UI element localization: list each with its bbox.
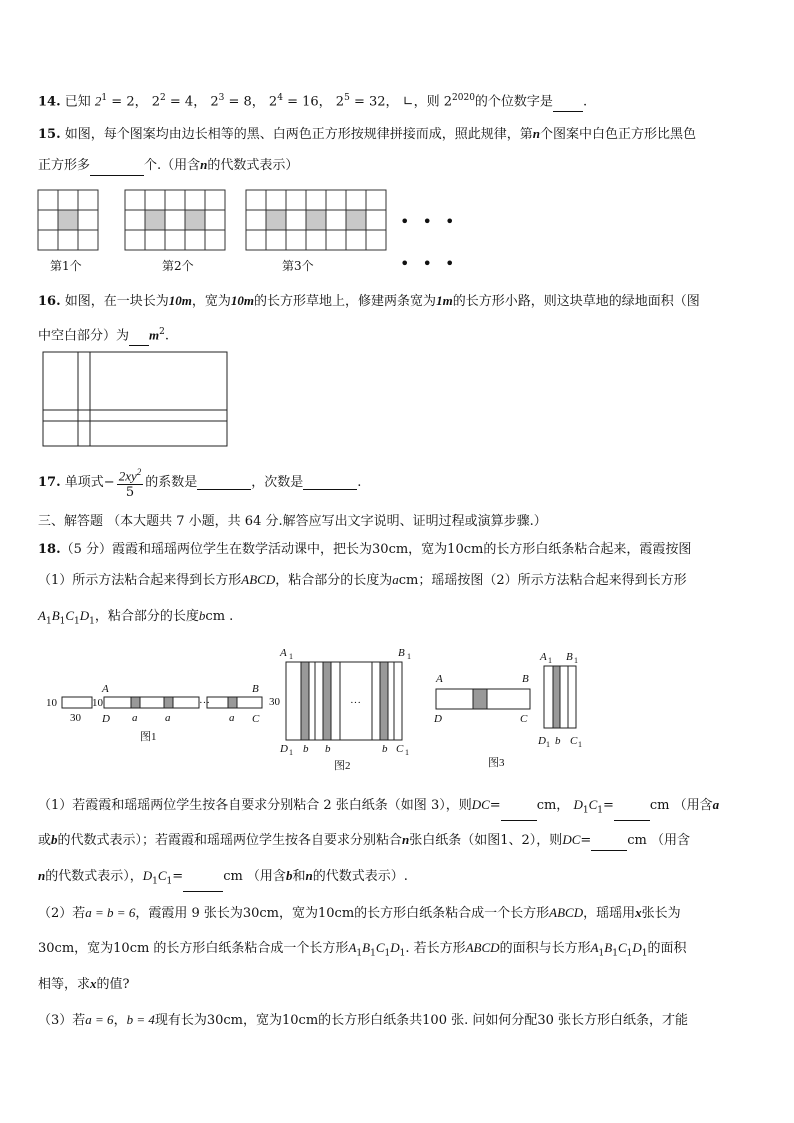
- fig2-label-dots: ···: [350, 697, 361, 709]
- fig2-label-D1: D: [280, 743, 288, 755]
- q17-numerator-exp: 2: [136, 466, 142, 477]
- q18-text-2a: （1）所示方法粘合起来得到长方形: [38, 573, 242, 588]
- q16-text-c: 的长方形草地上，修建两条宽为: [254, 294, 437, 309]
- q18-q3-text-a: （3）若: [38, 1013, 86, 1028]
- fig2-overlap-3: [380, 662, 388, 740]
- q18-p3-d1-sub: 1: [152, 876, 158, 887]
- q18-part2-line2: [38, 938, 687, 964]
- q18-q2-b1b: B: [604, 940, 613, 955]
- q14-term-1-exp: 1: [101, 93, 108, 103]
- q18-p3-var-n: n: [38, 868, 46, 883]
- q14-term-1-base: 2: [94, 93, 102, 109]
- q15-text-1: 如图，每个图案均由边长相等的黑、白两色正方形按规律拼接而成，照此规律，第: [64, 127, 533, 142]
- fig1-strip-chain-left: [104, 697, 199, 708]
- fig3-horizontal-overlap: [473, 689, 487, 709]
- q18-text-1: 霞霞和瑶瑶两位学生在数学活动课中，把长为30cm，宽为10cm的长方形白纸条粘合起来，霞霞按图: [112, 542, 692, 557]
- q18-p2-dc-blank[interactable]: [591, 836, 627, 851]
- q15-continuation-dots-1: • • •: [400, 212, 459, 231]
- q18-q2-c1b-sub: 1: [626, 948, 633, 959]
- q15-var-n-2: n: [200, 157, 208, 172]
- q14-target-exp: 2020: [452, 93, 475, 103]
- fig1-overlap-1: [131, 697, 140, 708]
- q18-p1-d1-sub: 1: [582, 805, 589, 816]
- fig3-vertical-overlap: [553, 666, 560, 728]
- q18-score: （5 分）: [60, 542, 113, 557]
- q18-p3-d1: D: [142, 868, 153, 883]
- q18-q2-text-c: ，霞霞用 9 张长为30cm，宽为10cm的长方形白纸条粘合成一个长方形: [135, 906, 550, 921]
- q17-text-c: ，次数是: [251, 475, 304, 490]
- q18-q2-b1: B: [362, 940, 371, 955]
- q18-part2-line1: [38, 903, 681, 924]
- q17-number: 17.: [38, 475, 61, 490]
- fig2-label-A1: A: [280, 647, 287, 659]
- q18-p1-text-a: （1）若霞霞和瑶瑶两位学生按各自要求分别粘合 2 张白纸条（如图 3），则: [38, 798, 472, 813]
- q18-q2-text-s: 的值?: [96, 977, 130, 992]
- q16-text-e: 中空白部分）为: [38, 328, 130, 344]
- q18-q3-cond-a: a = 6: [85, 1012, 114, 1027]
- fig3-caption: 图3: [488, 757, 505, 769]
- q16-end: .: [164, 328, 170, 344]
- q14-term-4-base: 2: [268, 94, 278, 110]
- q17-end: .: [357, 475, 362, 490]
- fig1-overlap-2: [164, 697, 173, 708]
- fig2-label-C1-sub: 1: [405, 748, 409, 757]
- question-14: 14. 已知 $2^1 = 2$， $2^2 = 4$， $2^3 = 8$， $2^4 = 16$， $2^5 = 32$， ∟，则 $2^{2020}$的个位数字是 .: [38, 88, 587, 112]
- q14-term-3-exp: 3: [218, 93, 225, 103]
- q18-q2-text-a: （2）若: [38, 906, 86, 921]
- q14-term-2-base: 2: [151, 94, 161, 110]
- q18-text-2c: ，粘合部分的长度为: [275, 573, 393, 588]
- q17-numerator-text: 2xy: [118, 468, 137, 484]
- fig1-label-a3: a: [229, 712, 235, 724]
- fig3-label-A1: A: [540, 651, 547, 663]
- pattern-3-caption: 第3个: [282, 259, 314, 273]
- q18-p1-unit: cm，: [536, 798, 570, 813]
- q18-q2-a1-sub: 1: [356, 948, 363, 959]
- q18-q2-d1: D: [390, 940, 400, 955]
- q18-part3-line1: [38, 1010, 688, 1031]
- q18-q2-b1-sub: 1: [370, 948, 376, 959]
- q16-text-d: 的长方形小路，则这块草地的绿地面积（图: [452, 294, 700, 309]
- q18-p3-text-j: 的代数式表示）.: [312, 869, 408, 884]
- fig3-label-D: D: [434, 713, 442, 725]
- q14-term-5-base: 2: [335, 94, 345, 110]
- q18-q2-d1-sub: 1: [399, 948, 406, 959]
- fig1-label-A: A: [102, 683, 109, 695]
- q18-q2-a1: A: [348, 940, 357, 955]
- q18-p2-eq: =: [580, 833, 592, 848]
- fig2-label-b1: b: [303, 743, 309, 755]
- q18-q2-c1b: C: [617, 940, 627, 955]
- q18-p1-d1c1-blank[interactable]: [614, 806, 650, 821]
- q18-q2-text-g: 张长为: [641, 906, 681, 921]
- q14-number: 14.: [38, 94, 61, 110]
- q18-text-3g: cm .: [205, 609, 234, 624]
- q18-c1: C: [65, 608, 75, 623]
- q16-width: 10m: [230, 293, 255, 308]
- q16-text-b: ，宽为: [191, 294, 231, 309]
- q18-p1-dc: DC: [471, 797, 490, 812]
- fig2-label-b2: b: [325, 743, 331, 755]
- q16-length: 10m: [168, 293, 192, 308]
- fig1-label-10a: 10: [46, 697, 57, 709]
- fig1-label-a1: a: [132, 712, 138, 724]
- q18-p3-var-b: b: [285, 868, 293, 883]
- q14-then: ，则: [413, 94, 440, 110]
- fig3-label-B: B: [522, 673, 529, 685]
- fig3-label-C1: C: [570, 735, 578, 747]
- fig2-label-D1-sub: 1: [289, 748, 293, 757]
- q15-continuation-dots-2: • • •: [400, 254, 459, 273]
- q18-abcd: ABCD: [241, 572, 276, 587]
- q15-text-2a: 正方形多: [38, 158, 91, 173]
- q18-q2-d1b: D: [632, 940, 642, 955]
- fig1-label-dots: ···: [199, 697, 210, 709]
- q18-q2-d1b-sub: 1: [641, 948, 648, 959]
- q18-b1-sub: 1: [59, 616, 66, 627]
- q18-part1-line3: [38, 866, 408, 892]
- q18-text-2e: cm；瑶瑶按图（2）所示方法粘合起来得到长方形: [398, 573, 687, 588]
- fig2-label-A1-sub: 1: [289, 652, 293, 661]
- fig3-label-D1-sub: 1: [546, 740, 550, 749]
- q18-a1: A: [38, 608, 46, 623]
- q18-p3-text-b: 的代数式表示），: [45, 869, 143, 884]
- q16-road-width: 1m: [436, 293, 453, 308]
- q18-p1-c1-sub: 1: [597, 805, 603, 816]
- q15-var-n: n: [532, 126, 541, 141]
- q18-p2-var-b: b: [51, 832, 58, 847]
- q18-q2-text-e: ，瑶瑶用: [583, 906, 636, 921]
- q14-term-2-val: = 4: [169, 94, 194, 110]
- pattern-1-caption: 第1个: [50, 259, 82, 273]
- q16-text-a: 如图，在一块长为: [64, 294, 169, 309]
- q18-p3-c1: C: [157, 868, 167, 883]
- q18-p2-dc: DC: [562, 832, 581, 847]
- q18-a1-sub: 1: [45, 616, 52, 627]
- q18-part2-line3: [38, 974, 130, 995]
- q18-q2-text-p: 的面积: [647, 941, 687, 956]
- q18-number: 18.: [38, 542, 61, 557]
- q18-q2-a1b-sub: 1: [598, 948, 605, 959]
- q18-var-a: a: [392, 572, 399, 587]
- q18-p1-c1: C: [588, 797, 598, 812]
- q16-unit-exp: 2: [159, 327, 165, 337]
- q18-q2-abcd: ABCD: [549, 905, 584, 920]
- q18-d1-sub: 1: [89, 616, 95, 627]
- q18-p3-c1-sub: 1: [166, 876, 173, 887]
- q18-p3-var-n2: n: [305, 868, 313, 883]
- q18-b1: B: [51, 608, 60, 623]
- fig2-label-B1: B: [398, 647, 405, 659]
- q18-q2-c1: C: [375, 940, 385, 955]
- q16-unit: m: [149, 327, 160, 343]
- q15-text-1b: 个图案中白色正方形比黑色: [540, 127, 697, 142]
- fig1-label-10b: 10: [92, 697, 103, 709]
- section-3-heading: 三、解答题 （本大题共 7 小题，共 64 分.解答应写出文字说明、证明过程或演算步骤.）: [38, 514, 547, 529]
- fig3-label-A1-sub: 1: [548, 656, 552, 665]
- q18-q2-a1b: A: [590, 940, 599, 955]
- q14-ellipsis: ∟: [402, 94, 414, 110]
- fig2-overlap-2: [323, 662, 331, 740]
- q16-number: 16.: [38, 294, 61, 309]
- q18-p1-dc-blank[interactable]: [501, 806, 537, 821]
- q14-target-base: 2: [443, 94, 453, 110]
- q18-q3-comma: ，: [113, 1013, 127, 1028]
- q14-term-1-val: = 2: [111, 94, 135, 110]
- q15-text-2b: 个.（用含: [144, 158, 201, 173]
- fig1-overlap-3: [228, 697, 237, 708]
- fig3-label-B1-sub: 1: [574, 656, 578, 665]
- q18-q2-var-x2: x: [90, 976, 97, 991]
- q18-q3-text-e: 现有长为30cm，宽为10cm的长方形白纸条共100 张. 问如何分配30 张长方形白纸条，才能: [154, 1013, 689, 1028]
- q15-number: 15.: [38, 127, 61, 142]
- q18-q2-var-x: x: [635, 905, 642, 920]
- fig2-label-30: 30: [269, 696, 280, 708]
- q18-p2-text-c: 的代数式表示）；若霞霞和瑶瑶两位学生按各自要求分别粘合: [57, 833, 403, 848]
- q14-term-5-exp: 5: [344, 93, 350, 103]
- q17-text-b: 的系数是: [145, 475, 198, 490]
- q18-p1-var-a: a: [712, 797, 720, 812]
- fig2-label-B1-sub: 1: [407, 652, 411, 661]
- q18-p3-d1c1-blank[interactable]: [183, 877, 223, 892]
- fig1-single-strip: [62, 697, 92, 708]
- q18-q3-cond-b: b = 4: [126, 1012, 155, 1027]
- q18-part1-line1: [38, 795, 719, 821]
- q17-minus: −: [103, 475, 115, 490]
- q18-text-3e: ，粘合部分的长度: [94, 609, 199, 624]
- q18-p1-text-h: cm （用含: [649, 798, 713, 813]
- fig3-label-D1: D: [538, 735, 546, 747]
- q14-lead: 已知: [64, 94, 91, 110]
- q17-text-a: 单项式: [64, 475, 104, 490]
- q18-q2-text-q: 相等，求: [38, 977, 91, 992]
- q18-p3-and: 和: [292, 869, 306, 884]
- q18-q2-c1-sub: 1: [384, 948, 391, 959]
- q18-p1-eq: =: [489, 798, 501, 813]
- fig2-overlap-1: [301, 662, 309, 740]
- fig1-label-D: D: [102, 713, 110, 725]
- q14-term-5-val: = 32: [353, 94, 386, 110]
- fig2-caption: 图2: [334, 760, 351, 772]
- fig1-label-a2: a: [165, 712, 171, 724]
- q14-term-2-exp: 2: [160, 93, 166, 103]
- fig3-label-B1: B: [566, 651, 573, 663]
- q18-c1-sub: 1: [74, 616, 80, 627]
- q18-p2-text-h: cm （用含: [627, 833, 691, 848]
- q18-p2-text-e: 张白纸条（如图1、2），则: [409, 833, 563, 848]
- q18-p2-text-a: 或: [38, 833, 52, 848]
- q18-p3-eq: =: [172, 869, 184, 884]
- q18-q2-abcd2: ABCD: [465, 940, 500, 955]
- q14-term-3-val: = 8: [228, 94, 252, 110]
- fig3-label-A: A: [436, 673, 443, 685]
- q14-term-4-val: = 16: [287, 94, 319, 110]
- q18-q2-text-o: 的面积与长方形: [499, 941, 591, 956]
- q14-term-3-base: 2: [210, 94, 219, 110]
- fig1-label-B: B: [252, 683, 259, 695]
- q18-p3-text-f: cm （用含: [223, 869, 286, 884]
- fig3-label-C1-sub: 1: [578, 740, 582, 749]
- q14-tail: 的个位数字是: [474, 94, 553, 110]
- fig3-label-C: C: [520, 713, 528, 725]
- fig1-label-C: C: [252, 713, 260, 725]
- q18-p2-var-n: n: [402, 832, 410, 847]
- q18-part1-line2: [38, 830, 690, 851]
- pattern-2-caption: 第2个: [162, 259, 194, 273]
- q15-text-2c: 的代数式表示）: [207, 158, 299, 173]
- q18-q2-condition: a = b = 6: [85, 905, 136, 920]
- fig2-label-b3: b: [382, 743, 388, 755]
- fig1-label-30: 30: [70, 712, 81, 724]
- fig2-label-C1: C: [396, 743, 404, 755]
- fig1-caption: 图1: [140, 731, 157, 743]
- q18-q2-text-h: 30cm，宽为10cm 的长方形白纸条粘合成一个长方形: [38, 941, 349, 956]
- q18-p1-d1: D: [573, 797, 583, 812]
- q17-denominator: 5: [125, 485, 135, 501]
- q18-p1-eq2: =: [602, 798, 614, 813]
- q14-end: .: [582, 94, 588, 110]
- q18-q2-text-m: . 若长方形: [405, 941, 466, 956]
- q18-d1: D: [79, 608, 90, 623]
- q18-var-b: b: [198, 608, 206, 623]
- fig3-label-b: b: [555, 735, 561, 747]
- q14-term-4-exp: 4: [277, 93, 283, 103]
- q18-q2-b1b-sub: 1: [612, 948, 618, 959]
